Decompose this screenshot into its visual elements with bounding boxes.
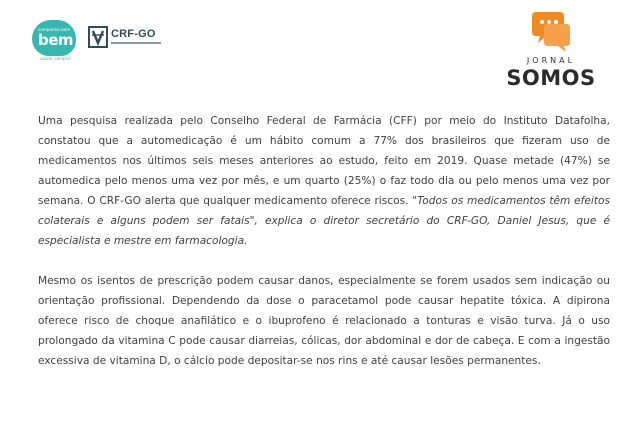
bem-logo (30, 18, 82, 64)
article-paragraph-1 (38, 111, 610, 251)
article-body (38, 111, 610, 371)
page-header (0, 0, 640, 100)
bem-logo-tagline: saúde, sempre! (40, 56, 72, 61)
bem-logo-top-text: campanha bem (38, 27, 71, 32)
crf-go-subtitle-line (111, 42, 161, 44)
crf-go-logo (88, 26, 168, 52)
crf-go-emblem-icon (88, 26, 108, 48)
jornal-label: JORNAL (526, 56, 576, 65)
paragraph-1-text: Uma pesquisa realizada pelo Conselho Federal de Farmácia (CFF) por meio do Instituto Datafolha, constatou que a automedicação é um hábito comum a 77% dos brasileiros que fizeram uso de medicamentos nos últimos seis meses anteriores ao estudo, feito em 2019. Quase metade (47%) se automedica pelo menos uma vez por mês, e um quarto (25%) o faz todo dia ou pelo menos uma vez por semana. O CRF-GO alerta que qualquer medicamento oferece riscos. (38, 115, 610, 207)
director-quote: "Todos os medicamentos têm efeitos colaterais e alguns podem ser fatais", explica o diretor secretário do CRF-GO, Daniel Jesus, que é especialista e mestre em farmacologia. (38, 195, 611, 247)
article-paragraph-2: Mesmo os isentos de prescrição podem causar danos, especialmente se forem usados sem indicação ou orientação profissional. Dependendo da dose o paracetamol pode causar hepatite tóxica. A dipirona oferece risco de choque anafilático e o ibuprofeno é relacionado a tonturas e visão turva. Já o uso prolongado da vitamina C pode causar diarreias, cólicas, dor abdominal e dor de cabeça. E com a ingestão excessiva de vitamina D, o cálcio pode depositar-se nos rins e até causar lesões permanentes. (38, 275, 610, 367)
somos-wordmark: SOMOS (506, 66, 596, 90)
jornal-somos-logo (496, 8, 606, 92)
speech-bubbles-icon (530, 8, 572, 54)
crf-go-name: CRF-GO (111, 28, 156, 40)
bem-logo-word: bem (38, 31, 74, 49)
